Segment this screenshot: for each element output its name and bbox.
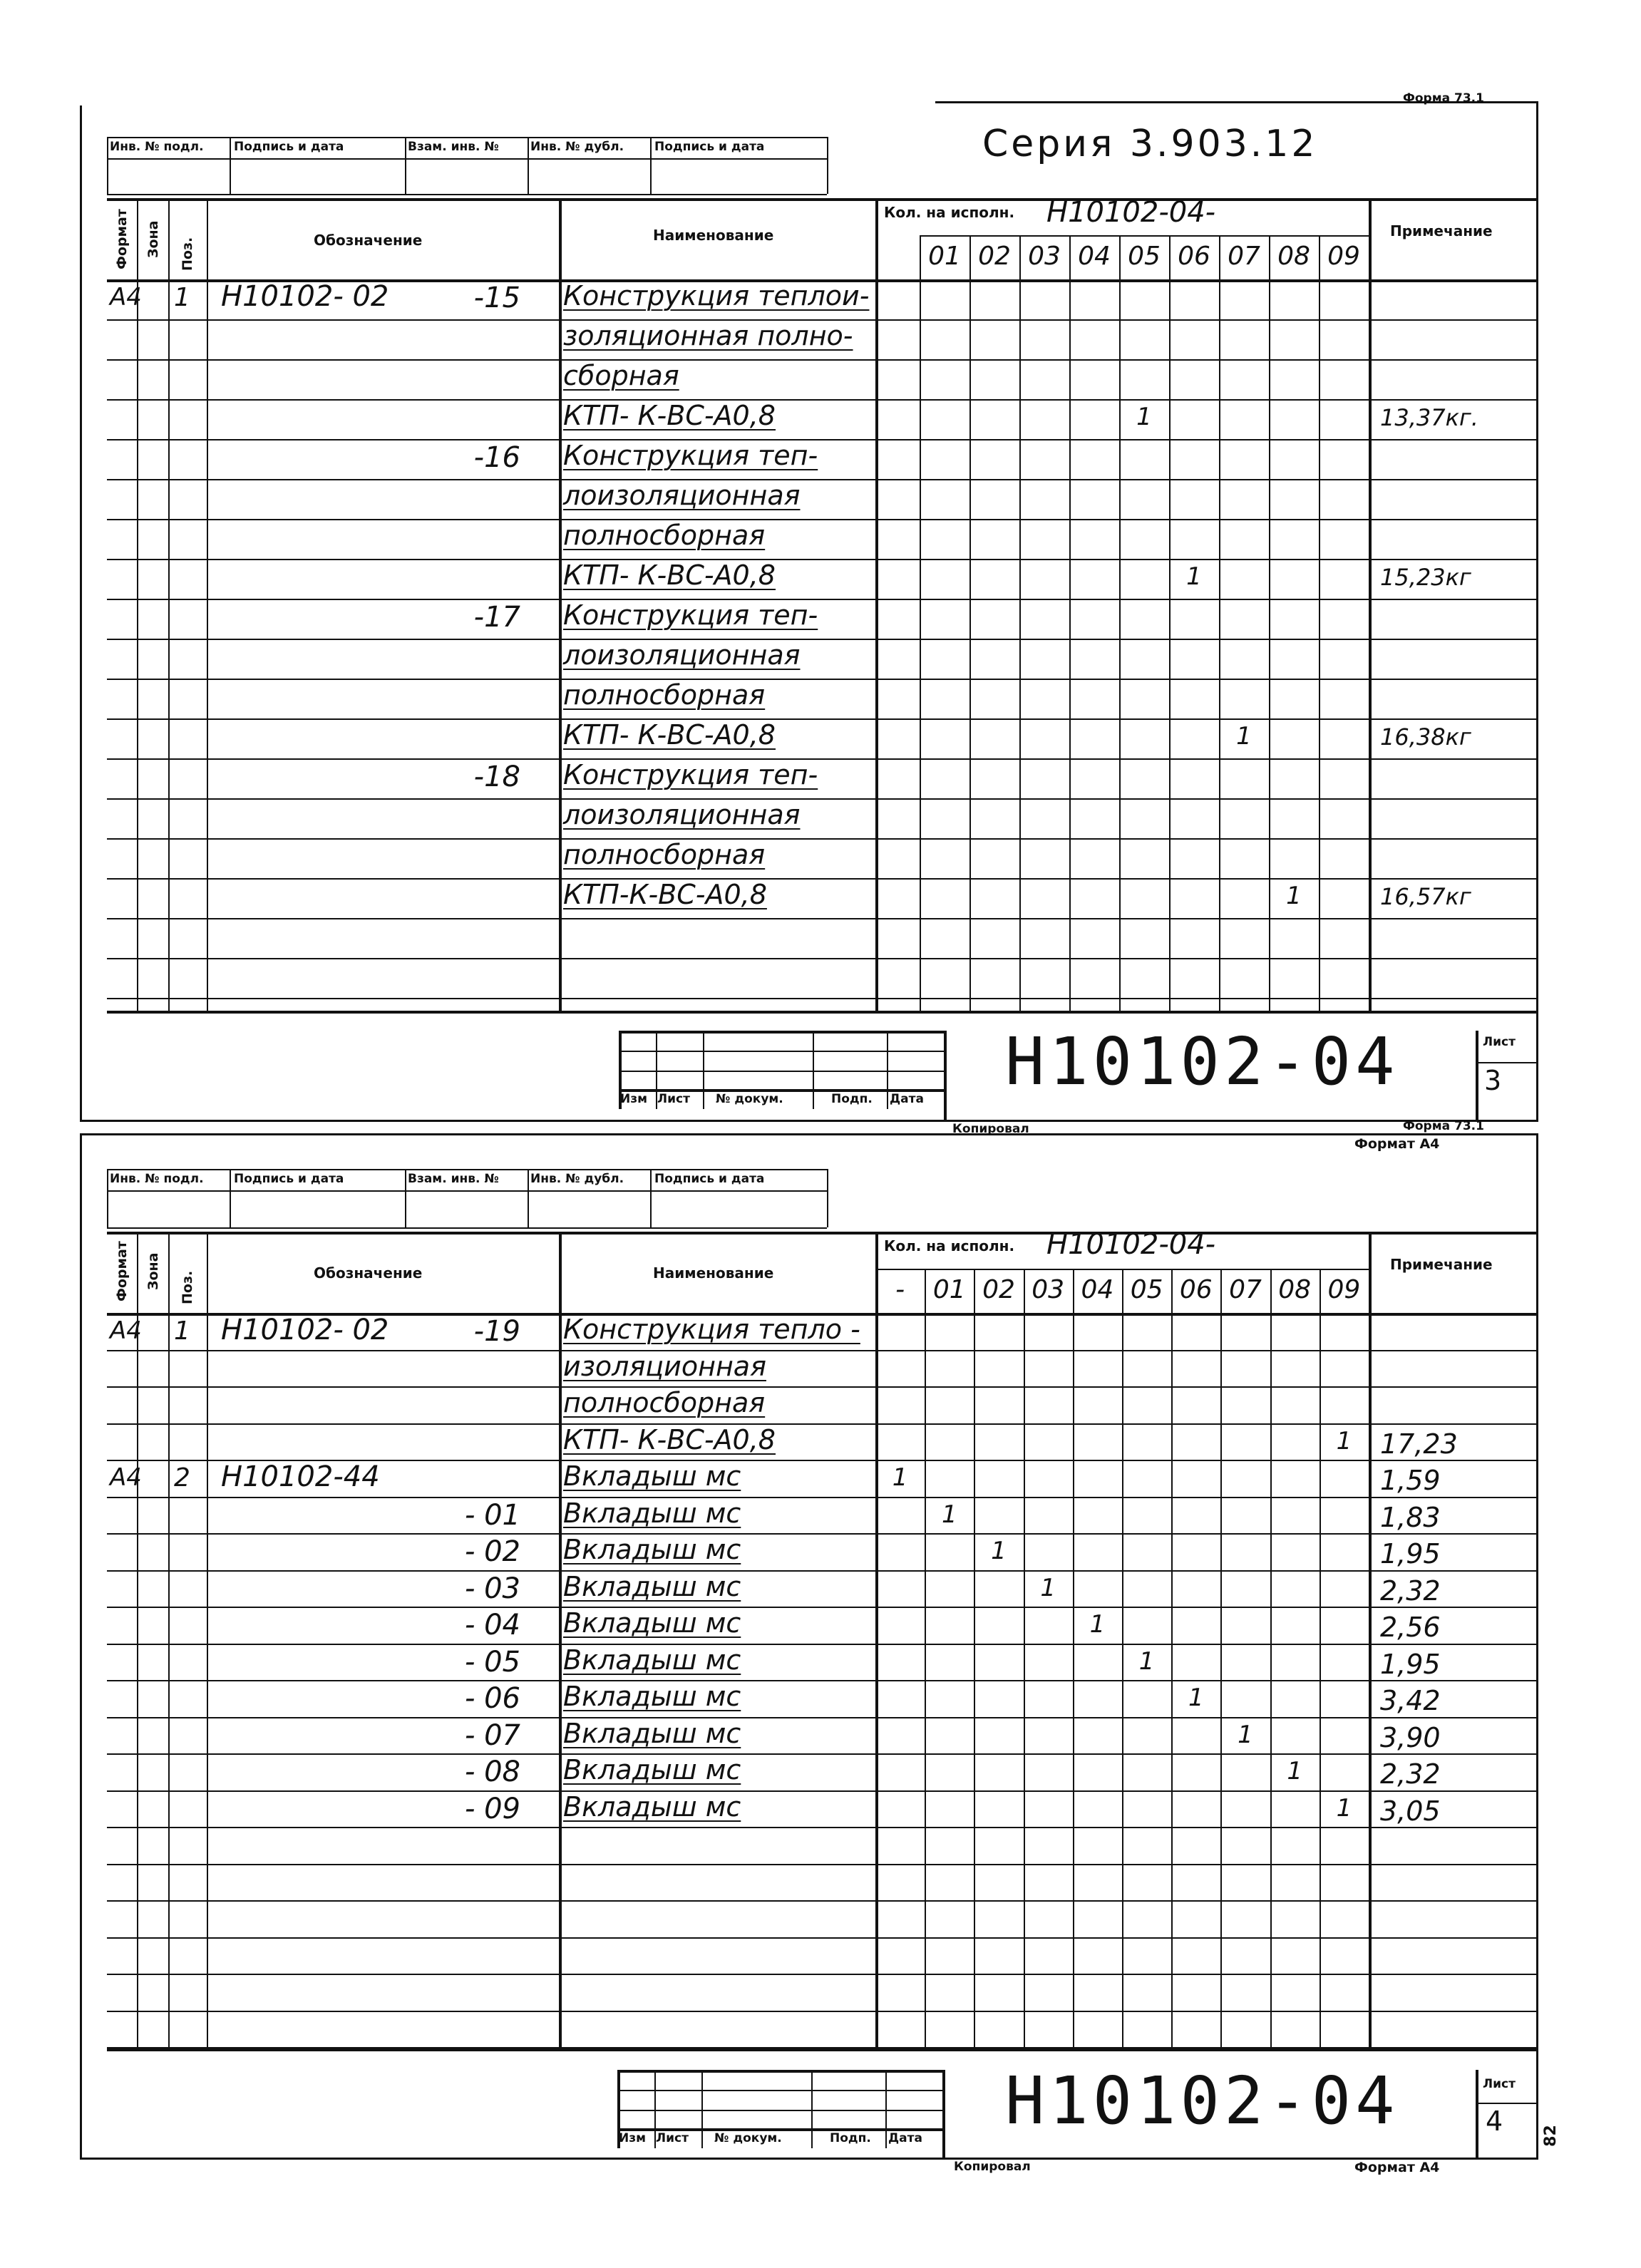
row-name: Вкладыш мс: [563, 1681, 741, 1712]
tb-document-code-2: Н10102-04: [1005, 2063, 1399, 2139]
row-format: А4: [110, 1316, 142, 1345]
row-quantity: 1: [1236, 722, 1252, 751]
row-quantity: 1: [991, 1537, 1007, 1565]
row-name: КТП- К-ВС-А0,8: [563, 400, 776, 431]
row-divider: [107, 1386, 1538, 1388]
kol-code-2: Н10102-04-: [1046, 1228, 1216, 1261]
row-name: Вкладыш мс: [563, 1644, 741, 1676]
row-variant: - 05: [464, 1645, 520, 1679]
tb-n-dokum: № докум.: [716, 1092, 783, 1106]
row-designation: Н10102-44: [221, 1460, 380, 1493]
row-variant: - 06: [464, 1682, 520, 1715]
row-name: Вкладыш мс: [563, 1790, 741, 1823]
hdr-primechanie: Примечание: [1390, 222, 1493, 239]
stamp-inv-dubl: Инв. № дубл.: [530, 140, 624, 154]
row-variant: - 07: [464, 1718, 520, 1752]
tb-izm-2: Изм: [619, 2131, 647, 2145]
row-name: Вкладыш мс: [563, 1754, 741, 1785]
tb-podp-2: Подп.: [830, 2131, 871, 2145]
hdr-primechanie-2: Примечание: [1390, 1256, 1493, 1273]
row-quantity: 1: [1186, 562, 1202, 591]
row-divider: [107, 1937, 1538, 1939]
row-note: 3,05: [1380, 1795, 1441, 1827]
qty-col-header: 07: [1228, 242, 1260, 271]
row-variant: -16: [473, 441, 520, 474]
row-quantity: 1: [1287, 1757, 1302, 1785]
row-name: КТП- К-ВС-А0,8: [563, 719, 776, 751]
qty-col-header: 04: [1078, 242, 1111, 271]
tb-format-2: Формат А4: [1354, 2160, 1440, 2175]
tb-sheet-number-2: 4: [1486, 2105, 1503, 2137]
forma-label-2: Форма 73.1: [1403, 1119, 1484, 1133]
row-note: 15,23кг: [1380, 564, 1471, 591]
stamp-podpis-data-4: Подпись и дата: [654, 1172, 765, 1186]
row-name: лоизоляционная: [563, 639, 801, 671]
tb-list-label-2: Лист: [1483, 2077, 1516, 2091]
hdr-kol-label: Кол. на исполн.: [884, 204, 1015, 221]
row-divider: [107, 1607, 1538, 1608]
row-name: золяционная полно-: [563, 320, 853, 351]
hdr-poz: Поз.: [180, 237, 195, 271]
row-name: изоляционная: [563, 1350, 766, 1382]
row-divider: [107, 1497, 1538, 1498]
qty-col-header: 05: [1130, 1275, 1163, 1304]
row-note: 2,32: [1380, 1574, 1441, 1607]
row-note: 2,56: [1380, 1612, 1441, 1643]
row-name: полносборная: [563, 839, 766, 870]
row-divider: [107, 1864, 1538, 1865]
forma-label: Форма 73.1: [1403, 91, 1484, 105]
qty-col-header: 08: [1278, 1275, 1312, 1304]
row-name: лоизоляционная: [563, 799, 801, 830]
row-quantity: 1: [1238, 1720, 1253, 1749]
row-variant: -15: [473, 282, 520, 314]
row-name: Вкладыш мс: [563, 1607, 741, 1639]
row-designation: Н10102- 02: [221, 1314, 389, 1346]
row-divider: [107, 1350, 1538, 1351]
kol-code: Н10102-04-: [1046, 196, 1216, 229]
stamp-inv-podl: Инв. № подл.: [110, 140, 204, 154]
row-variant: - 08: [464, 1756, 520, 1788]
qty-col-header: 05: [1128, 242, 1161, 271]
row-note: 3,42: [1380, 1685, 1441, 1716]
hdr-kol-label-2: Кол. на исполн.: [884, 1237, 1015, 1254]
row-note: 17,23: [1380, 1428, 1458, 1460]
hdr-oboznachenie: Обозначение: [314, 232, 423, 249]
row-name: КТП-К-ВС-А0,8: [563, 879, 767, 910]
tb-list: Лист: [657, 1092, 690, 1106]
qty-col-header: 06: [1178, 242, 1210, 271]
row-variant: - 03: [464, 1572, 520, 1605]
row-quantity: 1: [1336, 1426, 1352, 1455]
row-divider: [107, 1900, 1538, 1902]
row-divider: [107, 1827, 1538, 1828]
row-name: Вкладыш мс: [563, 1497, 741, 1529]
stamp-inv-podl-2: Инв. № подл.: [110, 1172, 204, 1186]
qty-col-header: 09: [1327, 1275, 1361, 1304]
row-name: лоизоляционная: [563, 480, 801, 511]
row-designation: Н10102- 02: [221, 280, 389, 313]
row-variant: -17: [473, 601, 520, 634]
qty-col-header: 01: [932, 1275, 966, 1304]
qty-col-header: 03: [1028, 242, 1061, 271]
tb-izm: Изм: [620, 1092, 648, 1106]
row-divider: [107, 1533, 1538, 1535]
row-position: 1: [174, 1316, 190, 1346]
qty-col-header: 06: [1179, 1275, 1213, 1304]
hdr-format: Формат: [114, 209, 130, 269]
row-quantity: 1: [892, 1463, 908, 1492]
stamp-podpis-data-2: Подпись и дата: [654, 140, 765, 154]
row-variant: - 04: [464, 1609, 520, 1641]
row-quantity: 1: [1089, 1610, 1106, 1639]
row-note: 16,38кг: [1380, 723, 1471, 751]
corner-page-mark: 82: [1541, 2125, 1560, 2147]
row-note: 2,32: [1380, 1758, 1441, 1790]
row-divider: [107, 1974, 1538, 1975]
tb-podp: Подп.: [831, 1092, 873, 1106]
tb-document-code: Н10102-04: [1005, 1024, 1399, 1100]
stamp-inv-dubl-2: Инв. № дубл.: [530, 1172, 624, 1186]
qty-col-header: 08: [1277, 242, 1310, 271]
qty-col-header: 02: [978, 242, 1011, 271]
hdr-zona-2: Зона: [145, 1252, 161, 1290]
row-format: А4: [110, 1463, 142, 1492]
hdr-naimenovanie-2: Наименование: [653, 1264, 774, 1282]
row-quantity: 1: [1136, 403, 1152, 431]
tb-n-dokum-2: № докум.: [714, 2131, 782, 2145]
qty-col-header: 09: [1327, 242, 1360, 271]
tb-kopiroval: Копировал: [952, 1122, 1029, 1136]
hdr-format-2: Формат: [114, 1241, 130, 1301]
row-position: 2: [174, 1463, 190, 1493]
row-note: 1,59: [1380, 1465, 1441, 1496]
row-name: Вкладыш мс: [563, 1534, 741, 1565]
row-name: Конструкция теп-: [563, 440, 818, 471]
row-quantity: 1: [1040, 1573, 1056, 1602]
row-divider: [107, 1644, 1538, 1645]
tb-list-2: Лист: [656, 2131, 689, 2145]
row-quantity: 1: [1138, 1646, 1155, 1676]
row-name: полносборная: [563, 1387, 766, 1418]
row-variant: -19: [473, 1315, 520, 1348]
row-variant: - 02: [464, 1535, 520, 1568]
row-name: Вкладыш мс: [563, 1460, 741, 1492]
row-quantity: 1: [1188, 1684, 1204, 1712]
hdr-poz-2: Поз.: [180, 1270, 195, 1304]
row-note: 1,95: [1380, 1538, 1441, 1569]
tb-format: Формат А4: [1354, 1136, 1440, 1152]
qty-col-header: -: [895, 1275, 905, 1304]
row-note: 1,83: [1380, 1501, 1441, 1533]
row-name: сборная: [563, 360, 679, 391]
row-divider: [107, 1680, 1538, 1681]
row-divider: [107, 1790, 1538, 1792]
row-name: Вкладыш мс: [563, 1570, 741, 1602]
row-divider: [107, 1570, 1538, 1572]
qty-col-header: 03: [1032, 1275, 1065, 1304]
hdr-naimenovanie: Наименование: [653, 227, 774, 244]
row-note: 16,57кг: [1380, 883, 1471, 910]
row-name: Конструкция тепло -: [563, 1314, 860, 1345]
tb-kopiroval-2: Копировал: [954, 2160, 1031, 2174]
row-name: КТП- К-ВС-А0,8: [563, 1423, 776, 1455]
qty-col-header: 04: [1081, 1275, 1114, 1304]
row-position: 1: [174, 283, 190, 312]
tb-sheet-number: 3: [1484, 1065, 1502, 1096]
row-name: Конструкция теп-: [563, 759, 818, 790]
row-divider: [107, 1717, 1538, 1718]
row-name: Вкладыш мс: [563, 1717, 741, 1749]
row-variant: - 01: [464, 1498, 520, 1532]
stamp-vzam-inv-2: Взам. инв. №: [408, 1172, 499, 1186]
hdr-oboznachenie-2: Обозначение: [314, 1264, 423, 1282]
stamp-vzam-inv: Взам. инв. №: [408, 140, 499, 154]
tb-data: Дата: [890, 1092, 924, 1106]
hdr-zona: Зона: [145, 220, 161, 258]
row-divider: [107, 1423, 1538, 1425]
row-name: КТП- К-ВС-А0,8: [563, 560, 776, 591]
row-format: А4: [110, 283, 142, 311]
qty-col-header: 01: [928, 242, 961, 271]
row-divider: [107, 1753, 1538, 1755]
tb-data-2: Дата: [888, 2131, 922, 2145]
row-quantity: 1: [941, 1500, 957, 1529]
qty-col-header: 02: [982, 1275, 1015, 1304]
row-note: 13,37кг.: [1380, 404, 1478, 431]
row-note: 1,95: [1380, 1648, 1441, 1680]
qty-col-header: 07: [1229, 1275, 1262, 1304]
row-quantity: 1: [1336, 1793, 1352, 1823]
row-variant: -18: [473, 761, 520, 793]
row-name: Конструкция теп-: [563, 599, 818, 631]
row-divider: [107, 2011, 1538, 2012]
stamp-podpis-data: Подпись и дата: [234, 140, 344, 154]
row-note: 3,90: [1380, 1721, 1441, 1753]
tb-list-label: Лист: [1483, 1035, 1516, 1049]
series-label: Серия 3.903.12: [982, 123, 1318, 165]
row-variant: - 09: [464, 1792, 520, 1825]
row-name: Конструкция теплои-: [563, 280, 870, 311]
row-name: полносборная: [563, 520, 766, 551]
row-quantity: 1: [1286, 882, 1302, 910]
stamp-podpis-data-3: Подпись и дата: [234, 1172, 344, 1186]
row-name: полносборная: [563, 679, 766, 711]
